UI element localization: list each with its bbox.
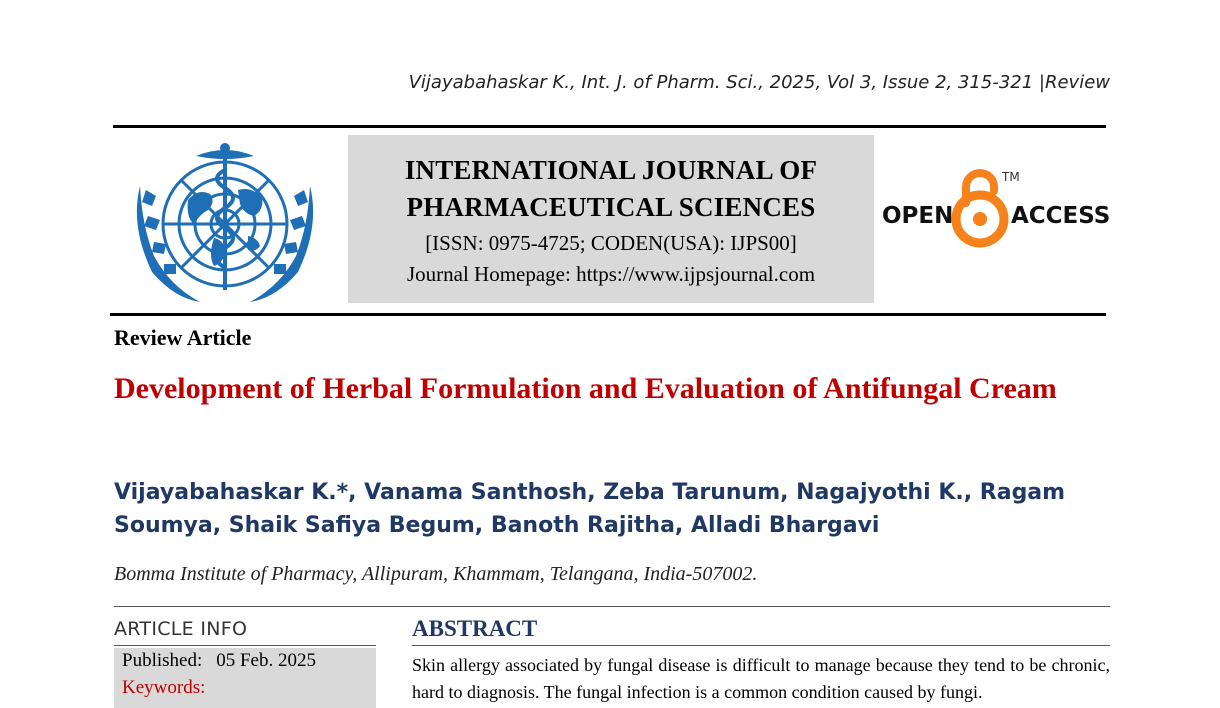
article-type: Review Article	[114, 325, 252, 350]
keywords-label: Keywords:	[122, 677, 206, 698]
header-top-rule	[113, 125, 1106, 128]
published-line	[122, 650, 316, 672]
journal-name: INTERNATIONAL JOURNAL OF PHARMACEUTICAL SCIENCES	[404, 155, 818, 222]
author-affiliation: Bomma Institute of Pharmacy, Allipuram, Khammam, Telangana, India-507002.	[114, 563, 758, 585]
abstract-text: Skin allergy associated by fungal disease is difficult to manage because they tend to be chronic, hard to diagnosis. The fungal infection is a common condition caused by fungi.	[412, 655, 1110, 702]
abstract-heading: ABSTRACT	[412, 616, 538, 641]
running-header: Vijayabahaskar K., Int. J. of Pharm. Sci., 2025, Vol 3, Issue 2, 315-321 |Review	[408, 72, 1110, 93]
open-access-lock-icon	[956, 173, 1004, 243]
article-info-heading: ARTICLE INFO	[114, 618, 248, 640]
journal-issn: [ISSN: 0975-4725; CODEN(USA): IJPS00]	[425, 231, 797, 255]
caduceus-globe-emblem-icon	[126, 140, 324, 306]
article-info-rule	[114, 645, 376, 646]
open-access-left-word: OPEN	[882, 203, 954, 229]
journal-masthead	[348, 135, 874, 303]
open-access-right-word: ACCESS	[1011, 203, 1110, 229]
published-label: Published:	[122, 650, 203, 671]
affiliation-rule	[114, 606, 1110, 607]
journal-homepage[interactable]: Journal Homepage: https://www.ijpsjournal.com	[406, 262, 816, 286]
article-authors: Vijayabahaskar K.*, Vanama Santhosh, Zeba Tarunum, Nagajyothi K., Ragam Soumya, Shaik Safiya Begum, Banoth Rajitha, Alladi Bhargavi	[114, 480, 1066, 538]
open-access-trademark: TM	[1002, 170, 1020, 184]
open-access-logo	[880, 165, 1110, 255]
abstract-rule	[412, 645, 1110, 646]
article-title: Development of Herbal Formulation and Evaluation of Antifungal Cream	[114, 372, 1057, 405]
header-bottom-rule	[110, 313, 1106, 316]
published-date: 05 Feb. 2025	[216, 650, 316, 671]
